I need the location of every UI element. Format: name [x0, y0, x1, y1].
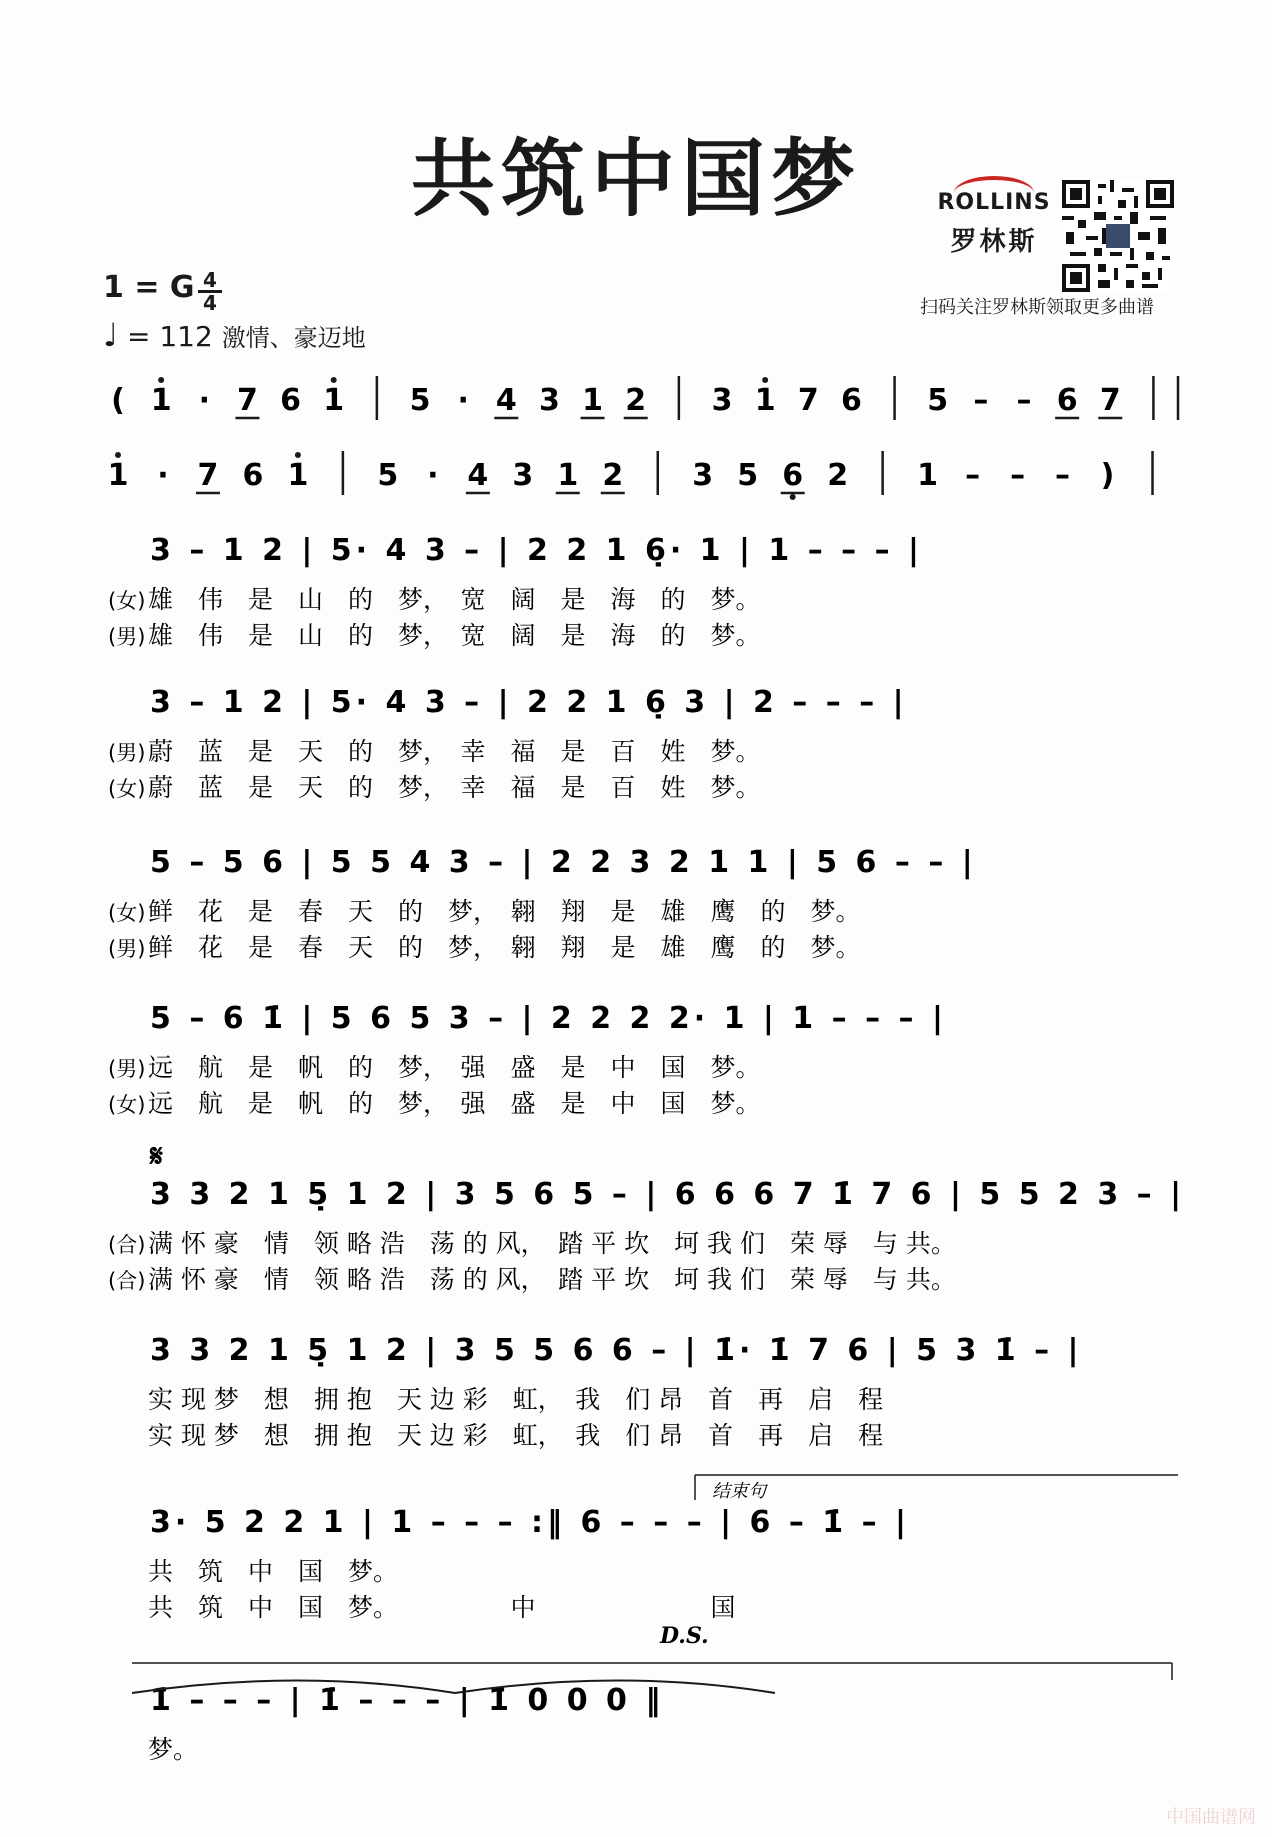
lyric-line: 共 筑 中 国 梦。 — [148, 1557, 399, 1586]
brand-name-en: ROLLINS — [937, 190, 1051, 215]
note: 5 — [927, 383, 949, 418]
octave-dot — [115, 452, 121, 458]
voice-tag: (男) — [108, 741, 146, 765]
brand-name-cn: 罗林斯 — [950, 227, 1038, 257]
octave-dot — [790, 494, 796, 500]
note: 6 — [242, 458, 264, 493]
lyric-line: 满 怀 豪 情 领 略 浩 荡 的 风， 踏 平 坎 坷 我 们 荣 辱 与 共。 — [148, 1229, 956, 1258]
note: 5 — [737, 458, 759, 493]
octave-dot — [762, 377, 768, 383]
lyric-line: 远 航 是 帆 的 梦， 强 盛 是 中 国 梦。 — [148, 1089, 761, 1118]
voice-tag: (合) — [108, 1233, 146, 1257]
notation-line: 1̇ – – – | 1̇ – – – | 1̇ 0 0 0 ‖ — [150, 1683, 665, 1718]
lyric-line: 实 现 梦 想 拥 抱 天 边 彩 虹， 我 们 昂 首 再 启 程 — [148, 1385, 884, 1414]
score-symbol: – — [1016, 383, 1032, 418]
lyric-line: 远 航 是 帆 的 梦， 强 盛 是 中 国 梦。 — [148, 1053, 761, 1082]
note: 3 — [512, 458, 534, 493]
notation-line: 3 – 1 2 | 5· 4 3 – | 2 2 1 6̣· 1 | 1 – – – | — [150, 533, 923, 568]
lyric-line: 满 怀 豪 情 领 略 浩 荡 的 风， 踏 平 坎 坷 我 们 荣 辱 与 共。 — [148, 1265, 956, 1294]
notation-line: 5 – 5 6 | 5 5 4 3 – | 2 2 3 2 1 1 | 5 6 – – | — [150, 845, 977, 880]
note: 5 — [377, 458, 399, 493]
ending-label: 结束句 — [712, 1481, 766, 1502]
score-title: 共筑中国梦 — [410, 130, 861, 228]
lyric-line: 鲜 花 是 春 天 的 梦， 翱 翔 是 雄 鹰 的 梦。 — [148, 897, 861, 926]
note: 6 — [280, 383, 302, 418]
voice-tag: (女) — [108, 901, 146, 925]
notation-line: 5 – 6 1̇ | 5 6 5 3 – | 2 2 2 2· 1 | 1 – – – | — [150, 1001, 947, 1036]
score-symbol: · — [457, 383, 469, 418]
note: 2 — [602, 458, 624, 493]
score-symbol: ( — [111, 383, 125, 418]
lyric-line: 雄 伟 是 山 的 梦， 宽 阔 是 海 的 梦。 — [148, 585, 761, 614]
score-symbol: · — [427, 458, 439, 493]
note: 7 — [197, 458, 219, 493]
lyric-line: 蔚 蓝 是 天 的 梦， 幸 福 是 百 姓 梦。 — [148, 773, 761, 802]
note: 4 — [495, 383, 517, 418]
note: 6 — [782, 458, 804, 493]
quarter-note-icon: ♩ — [103, 316, 119, 354]
notation-line: 3 – 1 2 | 5· 4 3 – | 2 2 1 6̣ 3 | 2 – – – | — [150, 685, 908, 720]
octave-dot — [295, 452, 301, 458]
note: 2 — [625, 383, 647, 418]
note: 1 — [582, 383, 604, 418]
voice-tag: (女) — [108, 589, 146, 613]
score-symbol: – — [1010, 458, 1026, 493]
score-symbol: – — [1055, 458, 1071, 493]
note: 6 — [1056, 383, 1078, 418]
note: 1 — [754, 383, 776, 418]
octave-dot — [331, 377, 337, 383]
note: 3 — [711, 383, 733, 418]
lyric-line: 实 现 梦 想 拥 抱 天 边 彩 虹， 我 们 昂 首 再 启 程 — [148, 1421, 884, 1450]
tempo-value: = 112 — [127, 320, 213, 353]
lyric-line: 蔚 蓝 是 天 的 梦， 幸 福 是 百 姓 梦。 — [148, 737, 761, 766]
score-symbol: · — [198, 383, 210, 418]
voice-tag: (女) — [108, 1093, 146, 1117]
score-symbol: – — [973, 383, 989, 418]
time-top: 4 — [198, 270, 222, 293]
note: 1 — [323, 383, 345, 418]
score-symbol: · — [157, 458, 169, 493]
voice-tag: (女) — [108, 777, 146, 801]
qr-caption: 扫码关注罗林斯领取更多曲谱 — [920, 297, 1154, 318]
voice-tag: (男) — [108, 1057, 146, 1081]
note: 7 — [1099, 383, 1121, 418]
segno-icon: 𝄋 — [150, 1139, 163, 1174]
lyric-line: 梦。 — [148, 1735, 199, 1764]
notation-line: 3 3 2 1 5̣ 1 2 | 3 5 6 5 – | 6 6 6 7 1̇ 7 6 | 5 5 2 3 – | — [150, 1177, 1186, 1212]
key-signature: 1 = G — [103, 270, 195, 305]
voice-tag: (合) — [108, 1269, 146, 1293]
lyric-line: 雄 伟 是 山 的 梦， 宽 阔 是 海 的 梦。 — [148, 621, 761, 650]
octave-dot — [158, 377, 164, 383]
note: 3 — [538, 383, 560, 418]
note: 7 — [236, 383, 258, 418]
lyric-line: 共 筑 中 国 梦。 中 国 — [148, 1593, 736, 1622]
voice-tag: (男) — [108, 937, 146, 961]
note: 1 — [107, 458, 129, 493]
lyric-line: 鲜 花 是 春 天 的 梦， 翱 翔 是 雄 鹰 的 梦。 — [148, 933, 861, 962]
note: 3 — [692, 458, 714, 493]
note: 5 — [409, 383, 431, 418]
notation-line: 3· 5 2 2 1 | 1 – – – :‖ 6 – – – | 6 – 1̇ – | — [150, 1505, 911, 1540]
note: 1 — [917, 458, 939, 493]
note: 4 — [467, 458, 489, 493]
ds-marking: D.S. — [660, 1623, 709, 1649]
note: 6 — [840, 383, 862, 418]
note: 7 — [797, 383, 819, 418]
voice-tag: (男) — [108, 625, 146, 649]
notation-line: 3 3 2 1 5̣ 1 2 | 3 5 5 6 6 – | 1̇· 1̇ 7 6 | 5 3 1̇ – | — [150, 1333, 1083, 1368]
note: 2 — [827, 458, 849, 493]
note: 1 — [150, 383, 172, 418]
note: 1 — [557, 458, 579, 493]
note: 1 — [287, 458, 309, 493]
watermark: 中国曲谱网 — [1166, 1807, 1256, 1828]
score-symbol: ) — [1100, 458, 1115, 493]
score-symbol: – — [965, 458, 981, 493]
time-bottom: 4 — [203, 291, 217, 315]
tempo-style: 激情、豪迈地 — [221, 324, 366, 352]
